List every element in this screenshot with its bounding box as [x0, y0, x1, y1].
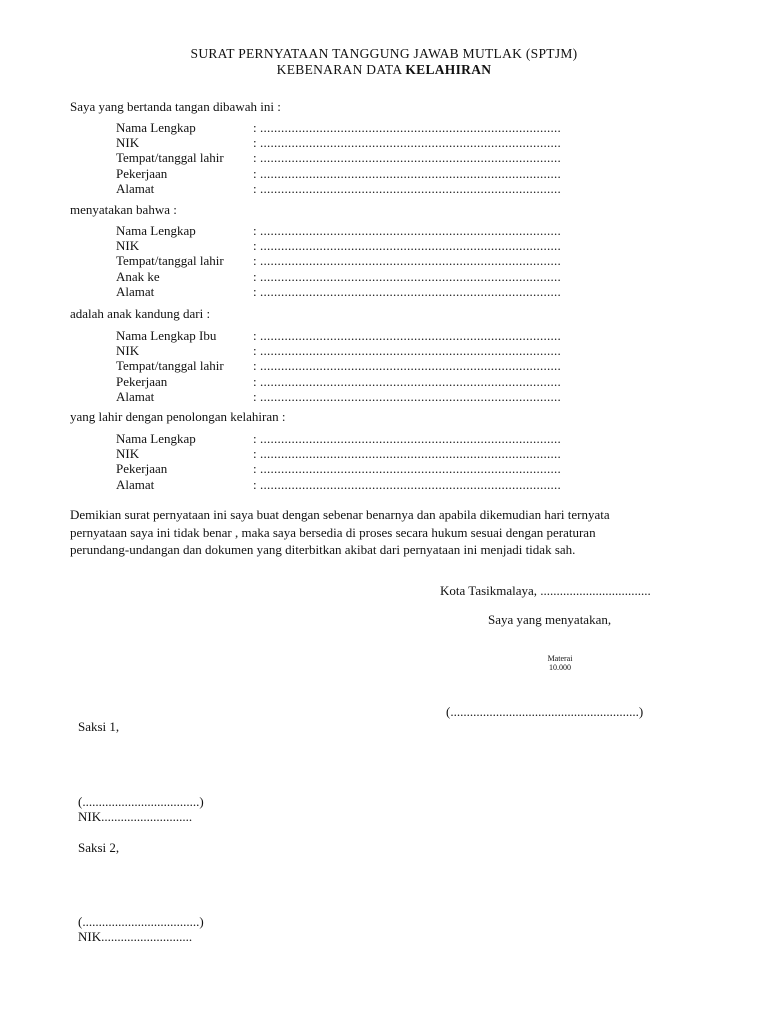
field-separator: : [253, 238, 257, 254]
field-blank[interactable]: ...................................................................................... [260, 135, 561, 151]
field-label: NIK [116, 238, 140, 254]
field-separator: : [253, 135, 257, 151]
field-blank[interactable]: ...................................................................................... [260, 283, 561, 299]
materai-stamp [538, 654, 582, 672]
witness-2-label: Saksi 2, [78, 840, 120, 855]
statement-paragraph [70, 506, 702, 559]
field-blank[interactable]: ...................................................................................... [260, 223, 561, 238]
field-separator: : [253, 461, 257, 477]
subtitle-bold: KELAHIRAN [405, 62, 492, 77]
field-separator: : [253, 446, 257, 462]
field-blank[interactable]: ...................................................................................... [260, 476, 561, 492]
witness-1-name-line[interactable]: (....................................) [78, 794, 204, 809]
section-2-intro: menyatakan bahwa : [70, 202, 177, 217]
field-separator: : [253, 388, 257, 404]
field-blank[interactable]: ...................................................................................... [260, 253, 561, 269]
field-blank[interactable]: ...................................................................................... [260, 150, 561, 166]
field-label: Nama Lengkap [116, 223, 196, 238]
statement-line: pernyataan saya ini tidak benar , maka saya bersedia di proses secara hukum sesuai dengan peraturan [70, 524, 596, 540]
field-blank[interactable]: ...................................................................................... [260, 446, 561, 462]
field-blank[interactable]: ...................................................................................... [260, 343, 561, 359]
subtitle-prefix: KEBENARAN DATA [276, 62, 406, 77]
place-date[interactable]: Kota Tasikmalaya, .................................. [440, 583, 651, 598]
field-blank[interactable]: ...................................................................................... [260, 238, 561, 254]
field-blank[interactable]: ...................................................................................... [260, 120, 561, 135]
field-label: Alamat [116, 388, 155, 404]
materai-value: 10.000 [549, 663, 571, 672]
field-label: Pekerjaan [116, 461, 168, 477]
document-title: SURAT PERNYATAAN TANGGUNG JAWAB MUTLAK (SPTJM) [190, 46, 578, 61]
field-label: Tempat/tanggal lahir [116, 150, 224, 166]
field-label: Alamat [116, 283, 155, 299]
field-separator: : [253, 180, 257, 196]
field-separator: : [253, 283, 257, 299]
section-4-intro: yang lahir dengan penolongan kelahiran : [70, 409, 286, 424]
materai-label: Materai [547, 654, 573, 663]
field-blank[interactable]: ...................................................................................... [260, 358, 561, 374]
field-label: Anak ke [116, 268, 160, 284]
field-label: Tempat/tanggal lahir [116, 358, 224, 374]
field-separator: : [253, 268, 257, 284]
field-separator: : [253, 253, 257, 269]
field-separator: : [253, 358, 257, 374]
field-blank[interactable]: ...................................................................................... [260, 180, 561, 196]
statement-line: perundang-undangan dan dokumen yang diterbitkan akibat dari pernyataan ini menjadi tidak sah. [70, 542, 576, 557]
field-blank[interactable]: ...................................................................................... [260, 268, 561, 284]
field-label: NIK [116, 135, 140, 151]
witness-2-nik[interactable]: NIK............................ [78, 929, 193, 944]
field-label: NIK [116, 446, 140, 462]
field-blank[interactable]: ...................................................................................... [260, 431, 561, 446]
field-label: Pekerjaan [116, 373, 168, 389]
field-separator: : [253, 120, 257, 135]
field-label: Nama Lengkap [116, 120, 196, 135]
witness-1-nik[interactable]: NIK............................ [78, 809, 193, 824]
field-separator: : [253, 476, 257, 492]
field-separator: : [253, 328, 257, 343]
document-subtitle [0, 62, 768, 78]
field-label: Nama Lengkap [116, 431, 196, 446]
statement-line: Demikian surat pernyataan ini saya buat dengan sebenar benarnya dan apabila dikemudian hari ternyata [70, 507, 610, 522]
field-label: Tempat/tanggal lahir [116, 253, 224, 269]
witness-1-label: Saksi 1, [78, 719, 120, 734]
declarant-name-line[interactable]: (..........................................................) [446, 704, 644, 719]
field-label: Nama Lengkap Ibu [116, 328, 217, 343]
field-blank[interactable]: ...................................................................................... [260, 165, 561, 181]
field-blank[interactable]: ...................................................................................... [260, 461, 561, 477]
field-label: Alamat [116, 476, 155, 492]
field-blank[interactable]: ...................................................................................... [260, 373, 561, 389]
field-label: Alamat [116, 180, 155, 196]
field-separator: : [253, 373, 257, 389]
field-blank[interactable]: ...................................................................................... [260, 388, 561, 404]
section-3-intro: adalah anak kandung dari : [70, 306, 211, 321]
field-label: Pekerjaan [116, 165, 168, 181]
witness-2-name-line[interactable]: (....................................) [78, 914, 204, 929]
field-separator: : [253, 223, 257, 238]
field-separator: : [253, 165, 257, 181]
declarant-label: Saya yang menyatakan, [488, 612, 612, 627]
field-separator: : [253, 431, 257, 446]
field-blank[interactable]: ...................................................................................... [260, 328, 561, 343]
field-separator: : [253, 150, 257, 166]
field-separator: : [253, 343, 257, 359]
section-1-intro: Saya yang bertanda tangan dibawah ini : [70, 99, 281, 114]
field-label: NIK [116, 343, 140, 359]
